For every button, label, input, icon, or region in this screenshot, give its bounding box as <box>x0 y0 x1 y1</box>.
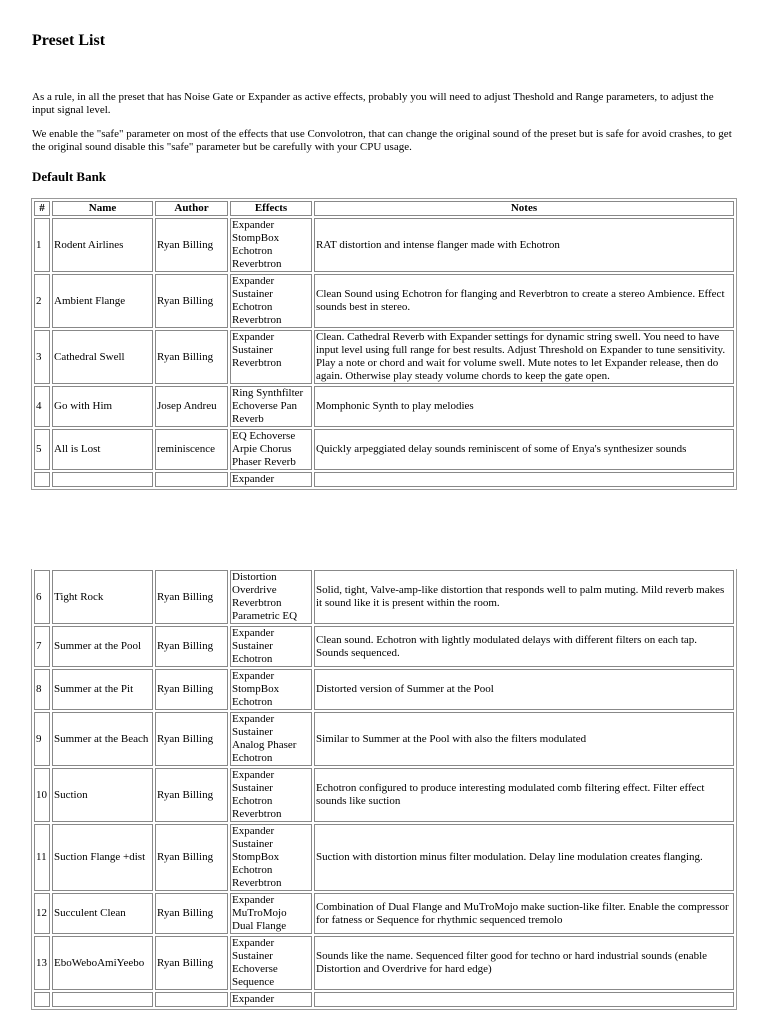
effect-item: Expander <box>232 894 275 906</box>
cell-notes: RAT distortion and intense flanger made with Echotron <box>314 218 734 272</box>
preset-table <box>31 198 737 490</box>
cell-name: Go with Him <box>52 386 153 427</box>
cell-number: 10 <box>34 768 50 822</box>
header-name: Name <box>52 201 153 216</box>
effect-item: Echotron <box>232 653 273 665</box>
effect-item: Phaser Reverb <box>232 456 296 468</box>
cell-name: Rodent Airlines <box>52 218 153 272</box>
table-row <box>34 824 734 891</box>
effect-item: Parametric EQ <box>232 610 298 622</box>
effect-item: Reverbtron <box>232 258 282 270</box>
cell-effects <box>230 893 312 934</box>
effect-item: Sustainer <box>232 838 273 850</box>
effect-item: Expander <box>232 473 275 485</box>
table-row <box>34 768 734 822</box>
cell-effects <box>230 218 312 272</box>
cell-notes: Echotron configured to produce interesting modulated comb filtering effect. Filter effect sounds like suction <box>314 768 734 822</box>
table-row <box>34 626 734 667</box>
effect-item: Echotron <box>232 752 273 764</box>
cell-effects <box>230 992 312 1007</box>
preset-table-page1 <box>31 198 737 516</box>
cell-name: Suction <box>52 768 153 822</box>
cell-effects <box>230 274 312 328</box>
table-row <box>34 669 734 710</box>
effect-item: Dual Flange <box>232 920 287 932</box>
table-row <box>34 218 734 272</box>
cell-author: Ryan Billing <box>155 893 228 934</box>
effect-item: Sustainer <box>232 726 273 738</box>
table-header-row <box>34 201 734 216</box>
cell-author <box>155 472 228 487</box>
effect-item: Echotron <box>232 245 273 257</box>
effect-item: Echotron <box>232 864 273 876</box>
cell-name: Succulent Clean <box>52 893 153 934</box>
effect-item: Expander <box>232 670 275 682</box>
effect-item: Reverbtron <box>232 357 282 369</box>
effect-item: Reverbtron <box>232 314 282 326</box>
intro-paragraph-noise-gate: As a rule, in all the preset that has Noise Gate or Expander as active effects, probably you will need to adjust Theshold and Range parameters, to adjust the input signal level. <box>32 91 714 116</box>
cell-author: Josep Andreu <box>155 386 228 427</box>
cell-name: Summer at the Pit <box>52 669 153 710</box>
cell-notes: Distorted version of Summer at the Pool <box>314 669 734 710</box>
effect-item: StompBox <box>232 851 280 863</box>
cell-notes: Clean Sound using Echotron for flanging and Reverbtron to create a stereo Ambience. Effect sounds best in stereo. <box>314 274 734 328</box>
cell-name: Ambient Flange <box>52 274 153 328</box>
cell-number: 7 <box>34 626 50 667</box>
effect-item: Sustainer <box>232 640 273 652</box>
effect-item: Echoverse Pan <box>232 400 298 412</box>
cell-effects <box>230 824 312 891</box>
table-body-page2 <box>34 570 734 1007</box>
effect-item: Sustainer <box>232 288 273 300</box>
cell-name: Cathedral Swell <box>52 330 153 384</box>
cell-number: 1 <box>34 218 50 272</box>
effect-item: Ring Synthfilter <box>232 387 304 399</box>
effect-item: Expander <box>232 769 275 781</box>
table-row <box>34 992 734 1007</box>
cell-effects <box>230 712 312 766</box>
cell-number: 13 <box>34 936 50 990</box>
cell-number: 4 <box>34 386 50 427</box>
cell-number: 2 <box>34 274 50 328</box>
cell-effects <box>230 429 312 470</box>
cell-author: reminiscence <box>155 429 228 470</box>
effect-item: Echotron <box>232 696 273 708</box>
table-row <box>34 893 734 934</box>
effect-item: Distortion <box>232 571 277 583</box>
effect-item: Expander <box>232 275 275 287</box>
effect-item: Sustainer <box>232 344 273 356</box>
header-number: # <box>34 201 50 216</box>
effect-item: Expander <box>232 937 275 949</box>
cell-effects <box>230 570 312 624</box>
effect-item: Sustainer <box>232 782 273 794</box>
effect-item: Expander <box>232 713 275 725</box>
effect-item: Reverbtron <box>232 597 282 609</box>
cell-number <box>34 992 50 1007</box>
cell-number: 11 <box>34 824 50 891</box>
effect-item: Expander <box>232 331 275 343</box>
effect-item: StompBox <box>232 683 280 695</box>
intro-paragraph-safe-parameter: We enable the "safe" parameter on most of the effects that use Convolotron, that can change the original sound of the preset but is safe for avoid crashes, to get the original sound disable this "safe" parameter but be carefully with your CPU usage. <box>32 128 732 153</box>
cell-author: Ryan Billing <box>155 936 228 990</box>
effect-item: Reverbtron <box>232 808 282 820</box>
header-notes: Notes <box>314 201 734 216</box>
effect-item: Overdrive <box>232 584 277 596</box>
cell-name: Summer at the Beach <box>52 712 153 766</box>
page-title: Preset List <box>32 32 106 49</box>
cell-number: 5 <box>34 429 50 470</box>
effect-item: Reverb <box>232 413 264 425</box>
cell-author <box>155 992 228 1007</box>
cell-author: Ryan Billing <box>155 218 228 272</box>
cell-notes: Clean. Cathedral Reverb with Expander settings for dynamic string swell. You need to have input level using full range for best results. Adjust Threshold on Expander to tune sensitivity. Play a note or chord and wait for volume swell. Mute notes to let Expander release, then do again. Otherwise play steady volume chords to keep the gate open. <box>314 330 734 384</box>
table-row <box>34 712 734 766</box>
cell-notes: Combination of Dual Flange and MuTroMojo make suction-like filter. Enable the compressor for fatness or Sequence for rhythmic sequenced tremolo <box>314 893 734 934</box>
cell-effects <box>230 330 312 384</box>
table-row <box>34 472 734 487</box>
table-body-page1 <box>34 218 734 487</box>
cell-number <box>34 472 50 487</box>
cell-notes <box>314 472 734 487</box>
section-title-default-bank: Default Bank <box>32 169 107 184</box>
effect-item: MuTroMojo <box>232 907 287 919</box>
cell-effects <box>230 669 312 710</box>
effect-item: Expander <box>232 825 275 837</box>
cell-notes: Quickly arpeggiated delay sounds reminiscent of some of Enya's synthesizer sounds <box>314 429 734 470</box>
cell-author: Ryan Billing <box>155 570 228 624</box>
cell-author: Ryan Billing <box>155 768 228 822</box>
effect-item: Expander <box>232 627 275 639</box>
cell-name <box>52 992 153 1007</box>
cell-number: 8 <box>34 669 50 710</box>
cell-effects <box>230 768 312 822</box>
cell-author: Ryan Billing <box>155 669 228 710</box>
cell-number: 12 <box>34 893 50 934</box>
cell-effects <box>230 936 312 990</box>
cell-notes: Clean sound. Echotron with lightly modulated delays with different filters on each tap. Sounds sequenced. <box>314 626 734 667</box>
cell-author: Ryan Billing <box>155 330 228 384</box>
cell-name: All is Lost <box>52 429 153 470</box>
cell-notes <box>314 992 734 1007</box>
cell-name: Suction Flange +dist <box>52 824 153 891</box>
effect-item: StompBox <box>232 232 280 244</box>
cell-notes: Momphonic Synth to play melodies <box>314 386 734 427</box>
header-effects: Effects <box>230 201 312 216</box>
cell-effects <box>230 472 312 487</box>
cell-author: Ryan Billing <box>155 274 228 328</box>
cell-notes: Sounds like the name. Sequenced filter good for techno or hard industrial sounds (enable Distortion and Overdrive for hard edge) <box>314 936 734 990</box>
effect-item: Expander <box>232 993 275 1005</box>
cell-name <box>52 472 153 487</box>
table-row <box>34 936 734 990</box>
effect-item: EQ Echoverse <box>232 430 296 442</box>
effect-item: Echotron <box>232 301 273 313</box>
table-row <box>34 330 734 384</box>
cell-author: Ryan Billing <box>155 626 228 667</box>
effect-item: Analog Phaser <box>232 739 297 751</box>
effect-item: Sustainer <box>232 950 273 962</box>
effect-item: Sequence <box>232 976 275 988</box>
table-row <box>34 274 734 328</box>
cell-number: 6 <box>34 570 50 624</box>
table-row <box>34 386 734 427</box>
cell-name: Tight Rock <box>52 570 153 624</box>
preset-table-page2 <box>31 569 737 1024</box>
cell-author: Ryan Billing <box>155 824 228 891</box>
cell-notes: Suction with distortion minus filter modulation. Delay line modulation creates flanging. <box>314 824 734 891</box>
effect-item: Expander <box>232 219 275 231</box>
cell-name: Summer at the Pool <box>52 626 153 667</box>
effect-item: Arpie Chorus <box>232 443 292 455</box>
table-row <box>34 570 734 624</box>
cell-name: EboWeboAmiYeebo <box>52 936 153 990</box>
cell-effects <box>230 386 312 427</box>
cell-author: Ryan Billing <box>155 712 228 766</box>
header-author: Author <box>155 201 228 216</box>
cell-notes: Solid, tight, Valve-amp-like distortion that responds well to palm muting. Mild reverb makes it sound like it is present within the room. <box>314 570 734 624</box>
cell-effects <box>230 626 312 667</box>
effect-item: Echoverse <box>232 963 278 975</box>
effect-item: Reverbtron <box>232 877 282 889</box>
preset-table-continued <box>31 569 737 1010</box>
cell-number: 9 <box>34 712 50 766</box>
table-row <box>34 429 734 470</box>
cell-notes: Similar to Summer at the Pool with also the filters modulated <box>314 712 734 766</box>
cell-number: 3 <box>34 330 50 384</box>
effect-item: Echotron <box>232 795 273 807</box>
